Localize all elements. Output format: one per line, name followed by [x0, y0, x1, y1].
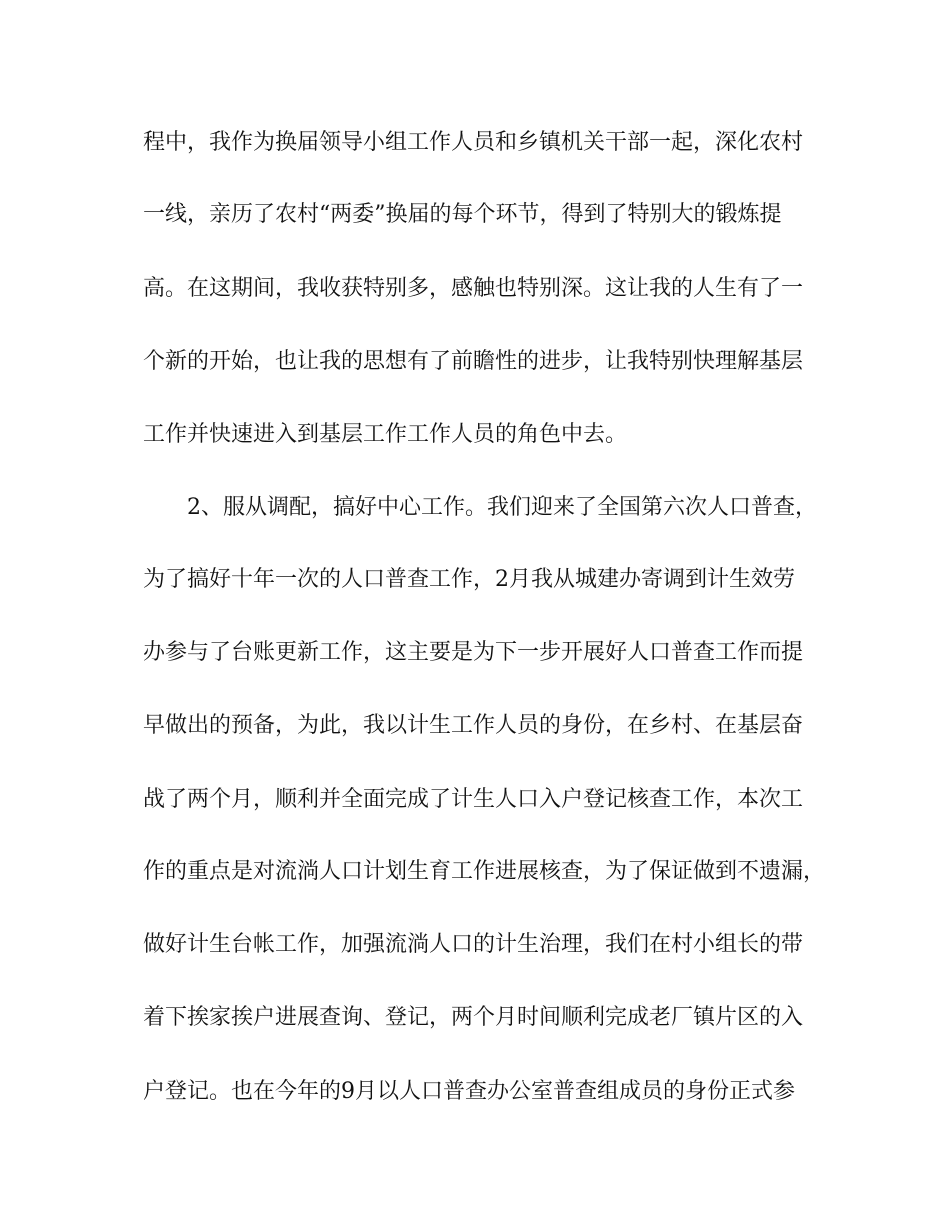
text-line-11: 作的重点是对流淌人口计划生育工作进展核查，为了保证做到不遗漏，: [143, 859, 826, 884]
text-line-9: 早做出的预备，为此，我以计生工作人员的身份，在乡村、在基层奋: [143, 713, 804, 738]
text-line-6: 2、服从调配，搞好中心工作。我们迎来了全国第六次人口普查，: [187, 495, 817, 520]
text-line-3: 高。在这期间，我收获特别多，感触也特别深。这让我的人生有了一: [143, 276, 804, 301]
text-line-4: 个新的开始，也让我的思想有了前瞻性的进步，让我特别快理解基层: [143, 349, 804, 374]
text-line-10: 战了两个月，顺利并全面完成了计生人口入户登记核查工作，本次工: [143, 787, 804, 812]
text-line-7: 为了搞好十年一次的人口普查工作，2月我从城建办寄调到计生效劳: [143, 567, 795, 592]
text-line-12: 做好计生台帐工作，加强流淌人口的计生治理，我们在村小组长的带: [143, 932, 804, 957]
text-line-1: 程中，我作为换届领导小组工作人员和乡镇机关干部一起，深化农村: [143, 130, 804, 155]
text-line-14: 户登记。也在今年的9月以人口普查办公室普查组成员的身份正式参: [143, 1079, 795, 1104]
text-line-8: 办参与了台账更新工作，这主要是为下一步开展好人口普查工作而提: [143, 640, 804, 665]
text-line-2: 一线，亲历了农村“两委”换届的每个环节，得到了特别大的锻炼提: [143, 202, 782, 227]
text-line-5: 工作并快速进入到基层工作工作人员的角色中去。: [143, 422, 628, 447]
text-line-13: 着下挨家挨户进展查询、登记，两个月时间顺利完成老厂镇片区的入: [143, 1005, 804, 1030]
